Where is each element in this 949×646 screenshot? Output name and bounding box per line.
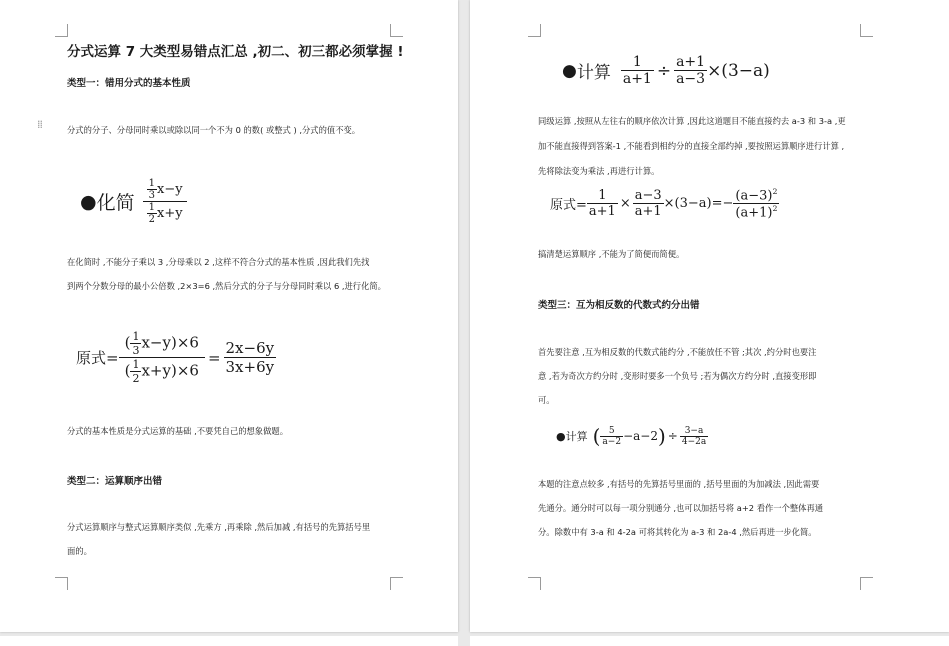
drag-handle-icon[interactable]: ⁞⁞ [37, 118, 42, 131]
margin-corner-mark [390, 577, 403, 590]
margin-corner-mark [55, 577, 68, 590]
paragraph: 先通分。通分时可以每一项分别通分 ,也可以加括号将 a+2 看作一个整体再通 [538, 503, 824, 513]
paragraph: 分式运算顺序与整式运算顺序类似 ,先乘方 ,再乘除 ,然后加减 ,有括号的先算括号里 [67, 522, 371, 532]
next-page-right-edge [470, 636, 949, 646]
margin-corner-mark [528, 577, 541, 590]
math-equation-original: 原式= ( $\frac{1}{3}$ x−y)×6 ( $\frac{1}{2}$ x+y)×6 = $\frac{2x-6y}{3x+6y}$ [76, 330, 275, 385]
bullet-icon: ● [556, 429, 566, 443]
paragraph: 搞清楚运算顺序 ,不能为了简便而简便。 [538, 249, 685, 259]
fraction: $\frac{5}{a-2}$ [602, 425, 622, 447]
margin-corner-mark [390, 24, 403, 37]
example-label: 计算 [576, 63, 611, 83]
paragraph: 首先要注意 ,互为相反数的代数式能约分 ,不能放任不管 ;其次 ,约分时也要注 [538, 347, 817, 357]
fraction: $\frac{2x-6y}{3x+6y}$ [225, 339, 275, 376]
fraction: $\frac{a+1}{a-3}$ [676, 54, 706, 87]
fraction: $\frac{3-a}{4-2a}$ [681, 425, 707, 447]
paragraph: 到两个分数分母的最小公倍数 ,2×3=6 ,然后分式的分子与分母同时乘以 6 ,进行化简。 [67, 281, 386, 291]
math-example-calculate: ● 计算 $\frac{1}{a+1}$ ÷ $\frac{a+1}{a-3}$ ×(3−a) [562, 54, 770, 87]
document-title: 分式运算 7 大类型易错点汇总 ,初二、初三都必须掌握 ! [67, 44, 404, 60]
fraction: $\frac{1}{a+1}$ [588, 188, 616, 220]
section-heading-type-three: 类型三：互为相反数的代数式约分出错 [538, 300, 700, 311]
margin-corner-mark [528, 24, 541, 37]
fraction: $\frac{(a-3)^2}{(a+1)^2}$ [735, 187, 778, 221]
paragraph: 意 ,若为奇次方约分时 ,变形时要多一个负号 ;若为偶次方约分时 ,直接变形即 [538, 371, 817, 381]
math-example-calculate: ● 计算 ( $\frac{5}{a-2}$ −a−2 ) ÷ $\frac{3-a}{4-2a}$ [556, 424, 707, 448]
document-page-right [470, 0, 949, 632]
fraction: $\frac{1}{a+1}$ [622, 54, 652, 87]
margin-corner-mark [860, 24, 873, 37]
fraction: ( $\frac{1}{3}$ x−y)×6 ( $\frac{1}{2}$ x+y)×6 [119, 330, 205, 385]
section-heading-type-one: 类型一：错用分式的基本性质 [67, 78, 191, 89]
document-page-left [0, 0, 458, 632]
paragraph: 分式的基本性质是分式运算的基础 ,不要凭自己的想象做题。 [67, 426, 288, 436]
paragraph: 先将除法变为乘法 ,再进行计算。 [538, 166, 660, 176]
paragraph: 分式的分子、分母同时乘以或除以同一个不为 0 的数( 或整式 ) ,分式的值不变。 [67, 125, 361, 135]
section-heading-type-two: 类型二：运算顺序出错 [67, 476, 163, 487]
margin-corner-mark [860, 577, 873, 590]
fraction: $\frac{1}{3}$ x−y $\frac{1}{2}$ x+y [143, 178, 187, 225]
fraction: $\frac{a-3}{a+1}$ [634, 188, 662, 220]
equation-label: 原式= [550, 198, 587, 214]
bullet-icon: ● [562, 60, 577, 81]
paragraph: 加不能直接得到答案-1 ,不能看到相约分的直接全部约掉 ,要按照运算顺序进行计算 , [538, 141, 845, 151]
paragraph: 面的。 [67, 546, 92, 556]
equation-label: 原式= [76, 349, 119, 367]
math-equation-original: 原式= $\frac{1}{a+1}$ × $\frac{a-3}{a+1}$ ×(3−a)=− $\frac{(a-3)^2}{(a+1)^2}$ [550, 187, 778, 221]
margin-corner-mark [55, 24, 68, 37]
bullet-icon: ● [80, 190, 97, 213]
paragraph: 可。 [538, 395, 555, 405]
math-example-simplify [80, 178, 187, 225]
next-page-left-edge [0, 636, 458, 646]
paragraph: 分。除数中有 3-a 和 4-2a 可将其转化为 a-3 和 2a-4 ,然后再进一步化简。 [538, 527, 817, 537]
example-label: 化简 [96, 192, 135, 214]
example-label: 计算 [565, 430, 588, 443]
paragraph: 同级运算 ,按照从左往右的顺序依次计算 ,因此这道题目不能直接约去 a-3 和 3-a ,更 [538, 116, 846, 126]
paragraph: 本题的注意点较多 ,有括号的先算括号里面的 ,括号里面的为加减法 ,因此需要 [538, 479, 820, 489]
paragraph: 在化简时 ,不能分子乘以 3 ,分母乘以 2 ,这样不符合分式的基本性质 ,因此我们先找 [67, 257, 370, 267]
